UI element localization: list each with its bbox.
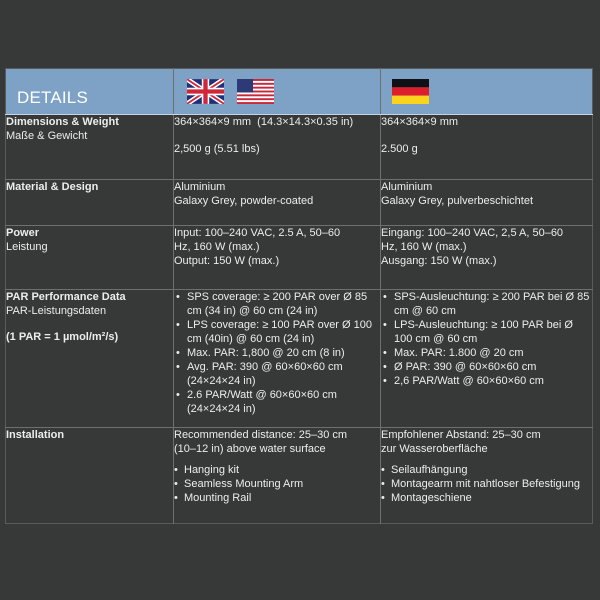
installation-intro: (10–12 in) above water surface bbox=[174, 443, 326, 455]
label-en: PAR Performance Data bbox=[6, 291, 126, 303]
material-value: Aluminium bbox=[381, 181, 433, 193]
par-list bbox=[174, 290, 380, 416]
row-label bbox=[6, 428, 174, 524]
value-en bbox=[174, 226, 381, 290]
power-line: Eingang: 100–240 VAC, 2,5 A, 50–60 bbox=[381, 227, 564, 239]
label-de: PAR-Leistungsdaten bbox=[6, 305, 107, 317]
value-de bbox=[381, 115, 593, 180]
dimensions-value: 364×364×9 mm (14.3×14.3×0.35 in) bbox=[174, 116, 354, 128]
weight-value: 2,500 g (5.51 lbs) bbox=[174, 143, 260, 155]
list-item: • 2,6 PAR/Watt @ 60×60×60 cm bbox=[381, 374, 592, 388]
label-de: Maße & Gewicht bbox=[6, 130, 88, 142]
row-label bbox=[6, 226, 174, 290]
german-header-cell bbox=[381, 69, 593, 115]
list-item: • Hanging kit bbox=[174, 463, 380, 477]
list-item: • LPS-Ausleuchtung: ≥ 100 PAR bei Ø 100 cm @ 60 cm bbox=[381, 318, 592, 346]
table-row-power bbox=[6, 226, 593, 290]
table-header-row bbox=[6, 69, 593, 115]
power-line: Hz, 160 W (max.) bbox=[381, 241, 467, 253]
finish-value: Galaxy Grey, powder-coated bbox=[174, 195, 314, 207]
list-item: • 2.6 PAR/Watt @ 60×60×60 cm (24×24×24 in) bbox=[174, 388, 380, 416]
list-item: • Seilaufhängung bbox=[381, 463, 592, 477]
us-flag-icon bbox=[237, 79, 274, 104]
material-value: Aluminium bbox=[174, 181, 226, 193]
par-list bbox=[381, 290, 592, 388]
power-line: Hz, 160 W (max.) bbox=[174, 241, 260, 253]
table-row-dimensions bbox=[6, 115, 593, 180]
value-de bbox=[381, 226, 593, 290]
list-item: • Mounting Rail bbox=[174, 491, 380, 505]
list-item: • SPS-Ausleuchtung: ≥ 200 PAR bei Ø 85 cm @ 60 cm bbox=[381, 290, 592, 318]
english-header-cell bbox=[174, 69, 381, 115]
list-item: • Montagearm mit nahtloser Befestigung bbox=[381, 477, 592, 491]
value-en bbox=[174, 290, 381, 428]
row-label bbox=[6, 115, 174, 180]
label-en: Power bbox=[6, 227, 40, 239]
value-en bbox=[174, 115, 381, 180]
list-item: • SPS coverage: ≥ 200 PAR over Ø 85 cm (34 in) @ 60 cm (24 in) bbox=[174, 290, 380, 318]
details-header-cell bbox=[6, 69, 174, 115]
list-item: • Seamless Mounting Arm bbox=[174, 477, 380, 491]
value-de bbox=[381, 290, 593, 428]
installation-list bbox=[174, 463, 380, 505]
list-item: • Ø PAR: 390 @ 60×60×60 cm bbox=[381, 360, 592, 374]
row-label bbox=[6, 290, 174, 428]
value-de bbox=[381, 428, 593, 524]
details-title: DETAILS bbox=[17, 88, 88, 107]
dimensions-value: 364×364×9 mm bbox=[381, 116, 459, 128]
power-line: Input: 100–240 VAC, 2.5 A, 50–60 bbox=[174, 227, 341, 239]
par-unit-note: (1 PAR = 1 µmol/m²/s) bbox=[6, 331, 119, 343]
weight-value: 2.500 g bbox=[381, 143, 418, 155]
row-label bbox=[6, 180, 174, 226]
list-item: • Max. PAR: 1,800 @ 20 cm (8 in) bbox=[174, 346, 380, 360]
list-item: • LPS coverage: ≥ 100 PAR over Ø 100 cm (40in) @ 60 cm (24 in) bbox=[174, 318, 380, 346]
label-en: Dimensions & Weight bbox=[6, 116, 119, 128]
table-row-par bbox=[6, 290, 593, 428]
power-line: Output: 150 W (max.) bbox=[174, 255, 280, 267]
label-de: Leistung bbox=[6, 241, 48, 253]
power-line: Ausgang: 150 W (max.) bbox=[381, 255, 497, 267]
label-en: Material & Design bbox=[6, 181, 99, 193]
value-en bbox=[174, 180, 381, 226]
value-de bbox=[381, 180, 593, 226]
table-row-installation bbox=[6, 428, 593, 524]
installation-intro: Empfohlener Abstand: 25–30 cm bbox=[381, 429, 541, 441]
uk-flag-icon bbox=[187, 79, 224, 104]
list-item: • Montageschiene bbox=[381, 491, 592, 505]
installation-intro: Recommended distance: 25–30 cm bbox=[174, 429, 348, 441]
installation-list bbox=[381, 463, 592, 505]
germany-flag-icon bbox=[392, 79, 429, 104]
label-en: Installation bbox=[6, 429, 65, 441]
list-item: • Max. PAR: 1.800 @ 20 cm bbox=[381, 346, 592, 360]
table-row-material bbox=[6, 180, 593, 226]
spec-table bbox=[5, 68, 593, 524]
installation-intro: zur Wasseroberfläche bbox=[381, 443, 488, 455]
value-en bbox=[174, 428, 381, 524]
list-item: • Avg. PAR: 390 @ 60×60×60 cm (24×24×24 in) bbox=[174, 360, 380, 388]
finish-value: Galaxy Grey, pulverbeschichtet bbox=[381, 195, 534, 207]
